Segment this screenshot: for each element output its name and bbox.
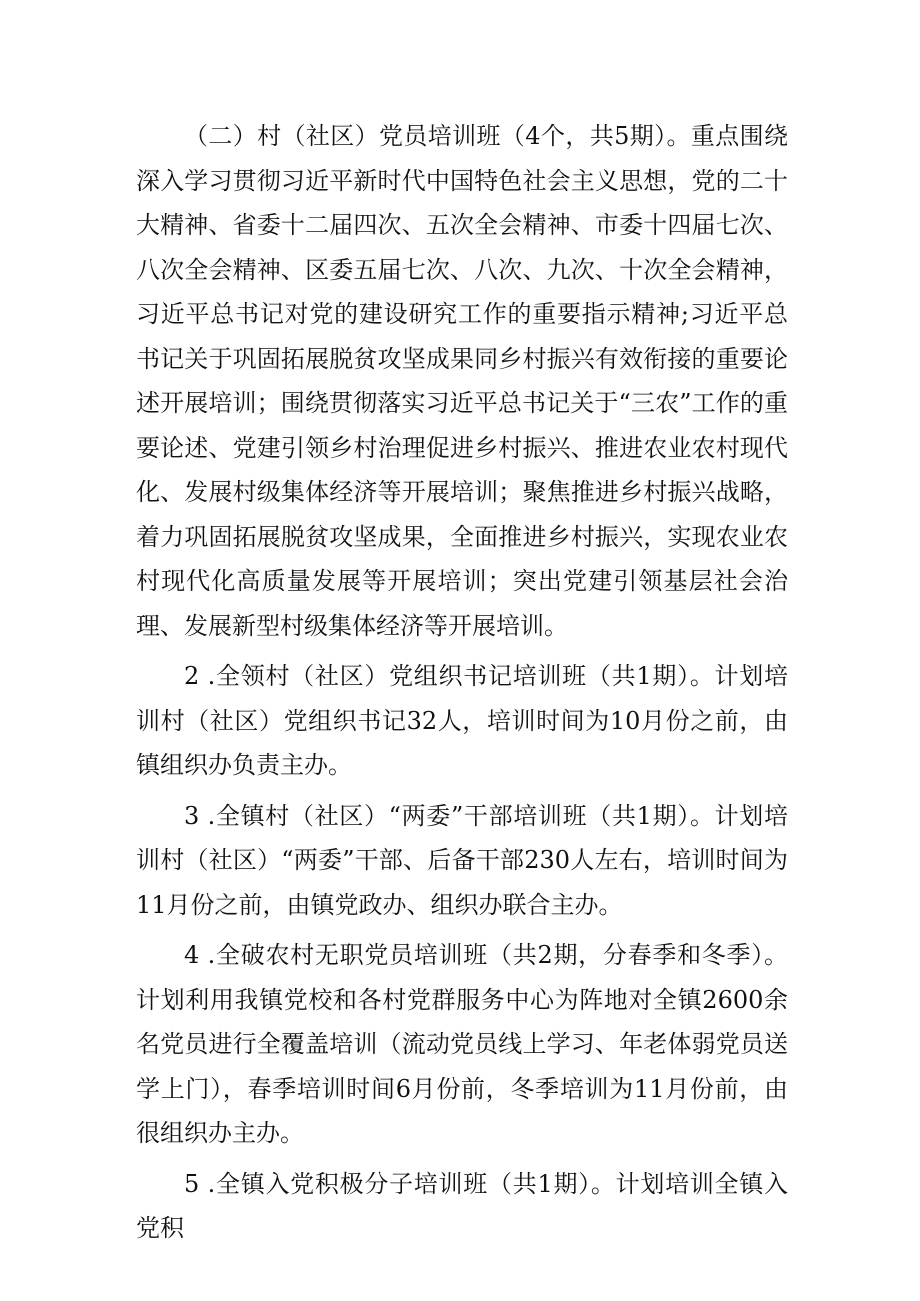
document-body xyxy=(136,114,788,1251)
paragraph-party-secretary-training: 2 .全领村（社区）党组织书记培训班（共1期）。计划培训村（社区）党组织书记32人，培训时间为10月份之前，由镇组织办负责主办。 xyxy=(136,662,788,779)
paragraph-two-committees-training: 3 .全镇村（社区）“两委”干部培训班（共1期）。计划培训村（社区）“两委”干部、后备干部230人左右，培训时间为11月份之前，由镇党政办、组织办联合主办。 xyxy=(136,801,788,919)
paragraph-activist-training: 5 .全镇入党积极分子培训班（共1期）。计划培训全镇入党积 xyxy=(136,1169,788,1242)
paragraph-rural-party-member-training: 4 .全破农村无职党员培训班（共2期，分春季和冬季）。计划利用我镇党校和各村党群服务中心为阵地对全镇2600余名党员进行全覆盖培训（流动党员线上学习、年老体弱党员送学上门），春季培训时间6月份前，冬季培训为11月份前，由很组织办主办。 xyxy=(136,941,788,1147)
paragraph-village-party-member-training: （二）村（社区）党员培训班（4个，共5期）。重点围绕深入学习贯彻习近平新时代中国特色社会主义思想，党的二十大精神、省委十二届四次、五次全会精神、市委十四届七次、八次全会精神、区委五届七次、八次、九次、十次全会精神，习近平总书记对党的建设研究工作的重要指示精神;习近平总书记关于巩固拓展脱贫攻坚成果同乡村振兴有效衔接的重要论述开展培训；围绕贯彻落实习近平总书记关于“三农”工作的重要论述、党建引领乡村治理促进乡村振兴、推进农业农村现代化、发展村级集体经济等开展培训；聚焦推进乡村振兴战略，着力巩固拓展脱贫攻坚成果，全面推进乡村振兴，实现农业农村现代化高质量发展等开展培训；突出党建引领基层社会治理、发展新型村级集体经济等开展培训。 xyxy=(136,122,788,640)
